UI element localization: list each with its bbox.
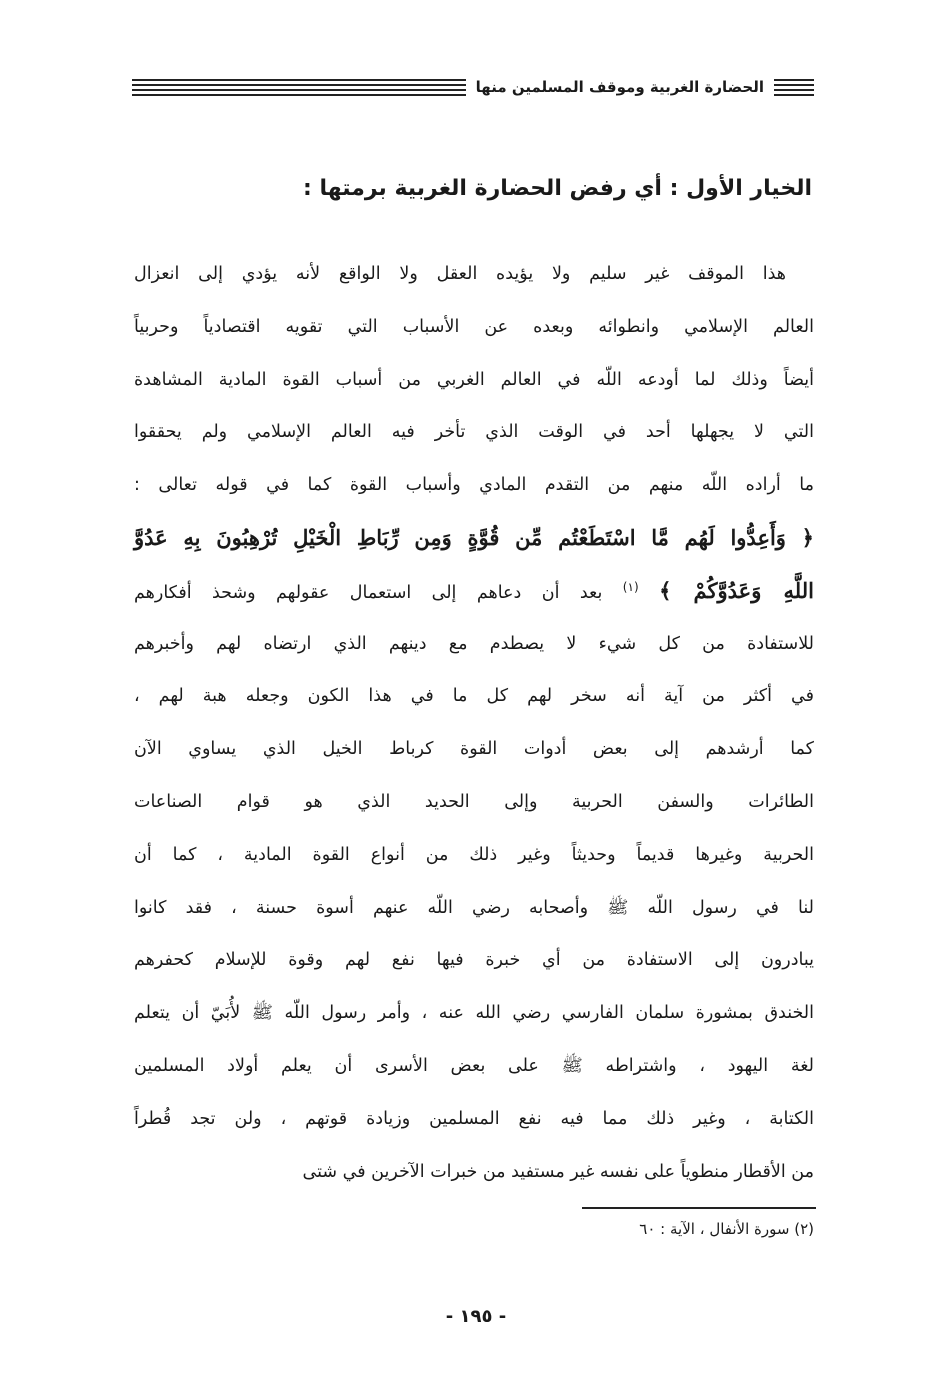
text-line: يبادرون إلى الاستفادة من أي خبرة فيها نفع لهم وقوة للإسلام كحفرهم	[134, 950, 814, 971]
text-line: أيضاً وذلك لما أودعه اللّه في العالم الغربي من أسباب القوة المادية المشاهدة	[134, 369, 814, 390]
text-line: الخندق بمشورة سلمان الفارسي رضي الله عنه ، وأمر رسول اللّه ﷺ لأُبَيّ أن يتعلم	[134, 1003, 814, 1024]
header-rule-right	[774, 79, 814, 96]
text-line: العالم الإسلامي وانطوائه وبعده عن الأسباب التي تقويه اقتصادياً وحربياً	[134, 316, 814, 337]
text-line: لنا في رسول اللّه ﷺ وأصحابه رضي اللّه عنهم أسوة حسنة ، فقد كانوا	[134, 897, 814, 918]
header-title: الحضارة الغربية وموقف المسلمين منها	[475, 78, 764, 96]
text-line: كما أرشدهم إلى بعض أدوات القوة كرباط الخيل الذي يساوي الآن	[134, 739, 814, 760]
page-number: - ١٩٥ -	[445, 1306, 507, 1327]
body-text	[134, 248, 814, 1198]
text-line: الحربية وغيرها قديماً وحديثاً وغير ذلك من أنواع القوة المادية ، كما أن	[134, 844, 814, 865]
text-line: من الأقطار منطوياً على نفسه غير مستفيد من خبرات الآخرين في شتى	[302, 1161, 814, 1182]
text-segment: بعد أن دعاهم إلى استعمال عقولهم وشحذ أفكارهم	[134, 582, 603, 603]
text-line: هذا الموقف غير سليم ولا يؤيده العقل ولا الواقع لأنه يؤدي إلى انعزال	[134, 264, 786, 284]
text-line: الطائرات والسفن الحربية وإلى الحديد الذي هو قوام الصناعات	[134, 791, 814, 812]
text-line-with-verse	[134, 565, 814, 618]
header-rule-left	[132, 79, 466, 96]
text-line: التي لا يجهلها أحد في الوقت الذي تأخر فيه العالم الإسلامي ولم يحققوا	[134, 422, 814, 443]
text-line: في أكثر من آية أنه سخر لهم كل ما في هذا الكون وجعله هبة لهم ،	[134, 686, 814, 707]
section-heading: الخيار الأول : أي رفض الحضارة الغربية برمتها :	[303, 176, 812, 201]
footnote-separator	[582, 1207, 816, 1209]
text-line: ما أراده اللّه منهم من التقدم المادي وأسباب القوة كما في قوله تعالى :	[134, 475, 814, 496]
text-line: لغة اليهود ، واشتراطه ﷺ على بعض الأسرى أن يعلم أولاد المسلمين	[134, 1055, 814, 1076]
footnote-reference: (١)	[622, 579, 639, 594]
running-header	[132, 72, 814, 102]
quran-verse-end: اللَّهِ وَعَدُوَّكُمْ ﴾	[659, 577, 814, 603]
quran-verse-line: ﴿ وَأَعِدُّوا لَهُم مَّا اسْتَطَعْتُم مِّن قُوَّةٍ وَمِن رِّبَاطِ الْخَيْلِ تُرْهِبُونَ بِهِ عَدُوَّ	[134, 524, 814, 550]
text-line: للاستفادة من كل شيء لا يصطدم مع دينهم الذي ارتضاه لهم وأخبرهم	[134, 633, 814, 654]
text-line: الكتابة ، وغير ذلك مما فيه نفع المسلمين وزيادة قوتهم ، ولن تجد قُطراً	[134, 1108, 814, 1129]
footnote: (٢) سورة الأنفال ، الآية : ٦٠	[639, 1220, 814, 1238]
